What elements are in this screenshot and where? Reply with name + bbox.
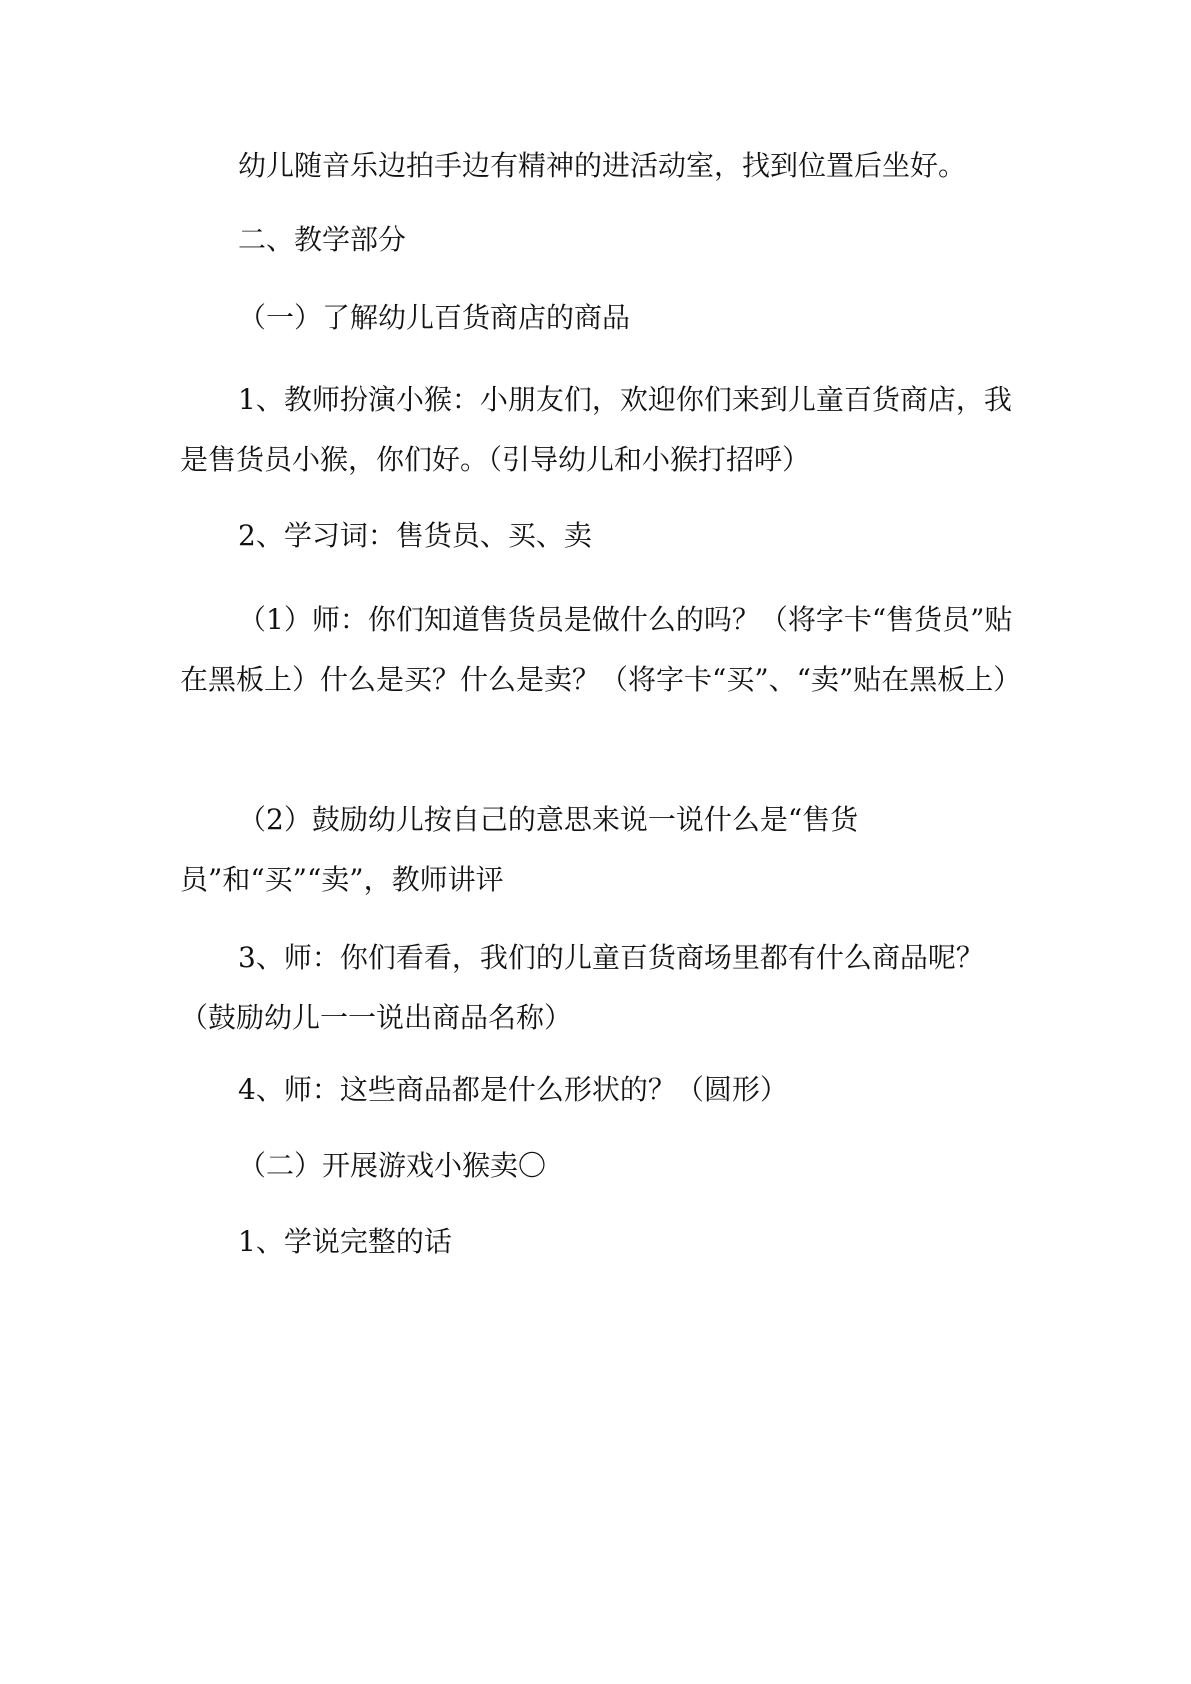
subsection-heading-2: （二）开展游戏小猴卖〇 xyxy=(238,1149,547,1182)
paragraph-step-1: 1、教师扮演小猴：小朋友们，欢迎你们来到儿童百货商店，我是售货员小猴，你们好。（引导幼儿和小猴打招呼） xyxy=(180,383,1012,476)
paragraph-entry: 幼儿随音乐边拍手边有精神的进活动室，找到位置后坐好。 xyxy=(238,149,967,182)
paragraph-step-2-1: （1）师：你们知道售货员是做什么的吗？（将字卡“售货员”贴在黑板上）什么是买？什么是卖？（将字卡“买”、“卖”贴在黑板上） xyxy=(180,603,1022,696)
paragraph-step-2: 2、学习词：售货员、买、卖 xyxy=(238,519,592,552)
section-heading-teaching: 二、教学部分 xyxy=(238,223,407,256)
paragraph-step-2-2: （2）鼓励幼儿按自己的意思来说一说什么是“售货员”和“买”“卖”，教师讲评 xyxy=(180,803,859,896)
paragraph-game-step-1: 1、学说完整的话 xyxy=(238,1225,452,1258)
paragraph-step-3: 3、师：你们看看，我们的儿童百货商场里都有什么商品呢？（鼓励幼儿一一说出商品名称） xyxy=(180,941,984,1034)
paragraph-step-4: 4、师：这些商品都是什么形状的？（圆形） xyxy=(238,1073,788,1106)
subsection-heading-1: （一）了解幼儿百货商店的商品 xyxy=(238,301,631,334)
